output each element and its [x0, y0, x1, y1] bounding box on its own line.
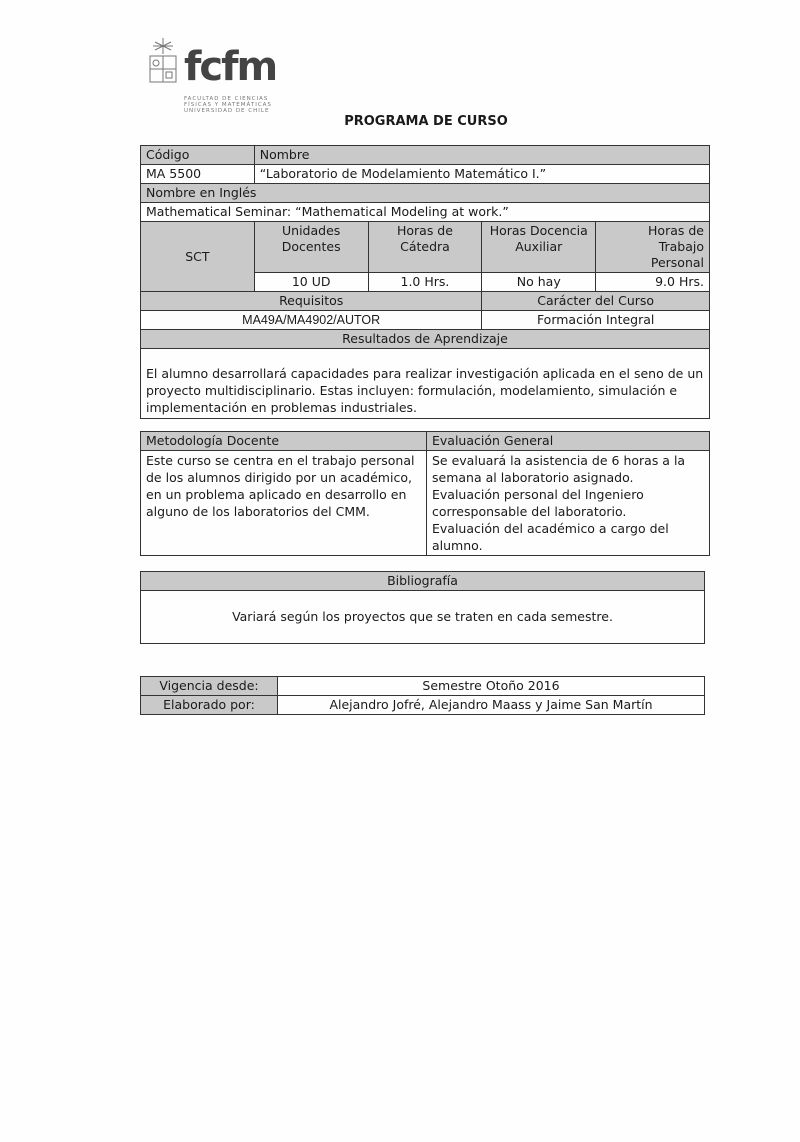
elaborado-label: Elaborado por:	[141, 696, 278, 715]
elaborado-value: Alejandro Jofré, Alejandro Maass y Jaime San Martín	[278, 696, 705, 715]
evaluacion-line: Evaluación del académico a cargo del alumno.	[432, 521, 669, 553]
catedra-value: 1.0 Hrs.	[368, 273, 482, 292]
english-name: Mathematical Seminar: “Mathematical Modeling at work.”	[141, 203, 710, 222]
validity-table	[140, 676, 705, 715]
logo-text: fcfm	[184, 44, 277, 90]
docencia-label: Horas Docencia Auxiliar	[482, 222, 596, 273]
vigencia-label: Vigencia desde:	[141, 677, 278, 696]
resultados-text: El alumno desarrollará capacidades para realizar investigación aplicada en el seno de un proyecto multidisciplinario. Estas incluyen: formulación, modelamiento, simulación e implementación en problemas industriales.	[141, 349, 710, 419]
page-title: PROGRAMA DE CURSO	[344, 114, 508, 129]
bibliografia-text: Variará según los proyectos que se traten en cada semestre.	[141, 591, 705, 644]
metodologia-label: Metodología Docente	[141, 432, 427, 451]
resultados-label: Resultados de Aprendizaje	[141, 330, 710, 349]
caracter-label: Carácter del Curso	[482, 292, 710, 311]
code-label: Código	[141, 146, 255, 165]
course-name: “Laboratorio de Modelamiento Matemático I.”	[254, 165, 709, 184]
english-name-label: Nombre en Inglés	[141, 184, 710, 203]
metodologia-text: Este curso se centra en el trabajo personal de los alumnos dirigido por un académico, en un problema aplicado en desarrollo en alguno de los laboratorios del CMM.	[141, 451, 427, 556]
trabajo-value: 9.0 Hrs.	[596, 273, 710, 292]
bibliography-table	[140, 571, 705, 644]
ud-label: Unidades Docentes	[254, 222, 368, 273]
evaluacion-text	[427, 451, 710, 556]
trabajo-label: Horas de Trabajo Personal	[596, 222, 710, 273]
docencia-value: No hay	[482, 273, 596, 292]
requisitos-value: MA49A/MA4902/AUTOR	[141, 311, 482, 330]
university-crest-icon	[146, 36, 180, 86]
evaluacion-line: Se evaluará la asistencia de 6 horas a la semana al laboratorio asignado.	[432, 453, 686, 485]
bibliografia-label: Bibliografía	[141, 572, 705, 591]
evaluacion-label: Evaluación General	[427, 432, 710, 451]
methodology-table	[140, 431, 710, 556]
logo-subtitle: FACULTAD DE CIENCIAS FÍSICAS Y MATEMÁTICAS UNIVERSIDAD DE CHILE	[184, 96, 272, 114]
vigencia-value: Semestre Otoño 2016	[278, 677, 705, 696]
ud-value: 10 UD	[254, 273, 368, 292]
caracter-value: Formación Integral	[482, 311, 710, 330]
name-label: Nombre	[254, 146, 709, 165]
sct-label: SCT	[141, 222, 255, 292]
course-info-table	[140, 145, 710, 419]
evaluacion-line: Evaluación personal del Ingeniero corresponsable del laboratorio.	[432, 487, 644, 519]
catedra-label: Horas de Cátedra	[368, 222, 482, 273]
course-code: MA 5500	[141, 165, 255, 184]
requisitos-label: Requisitos	[141, 292, 482, 311]
